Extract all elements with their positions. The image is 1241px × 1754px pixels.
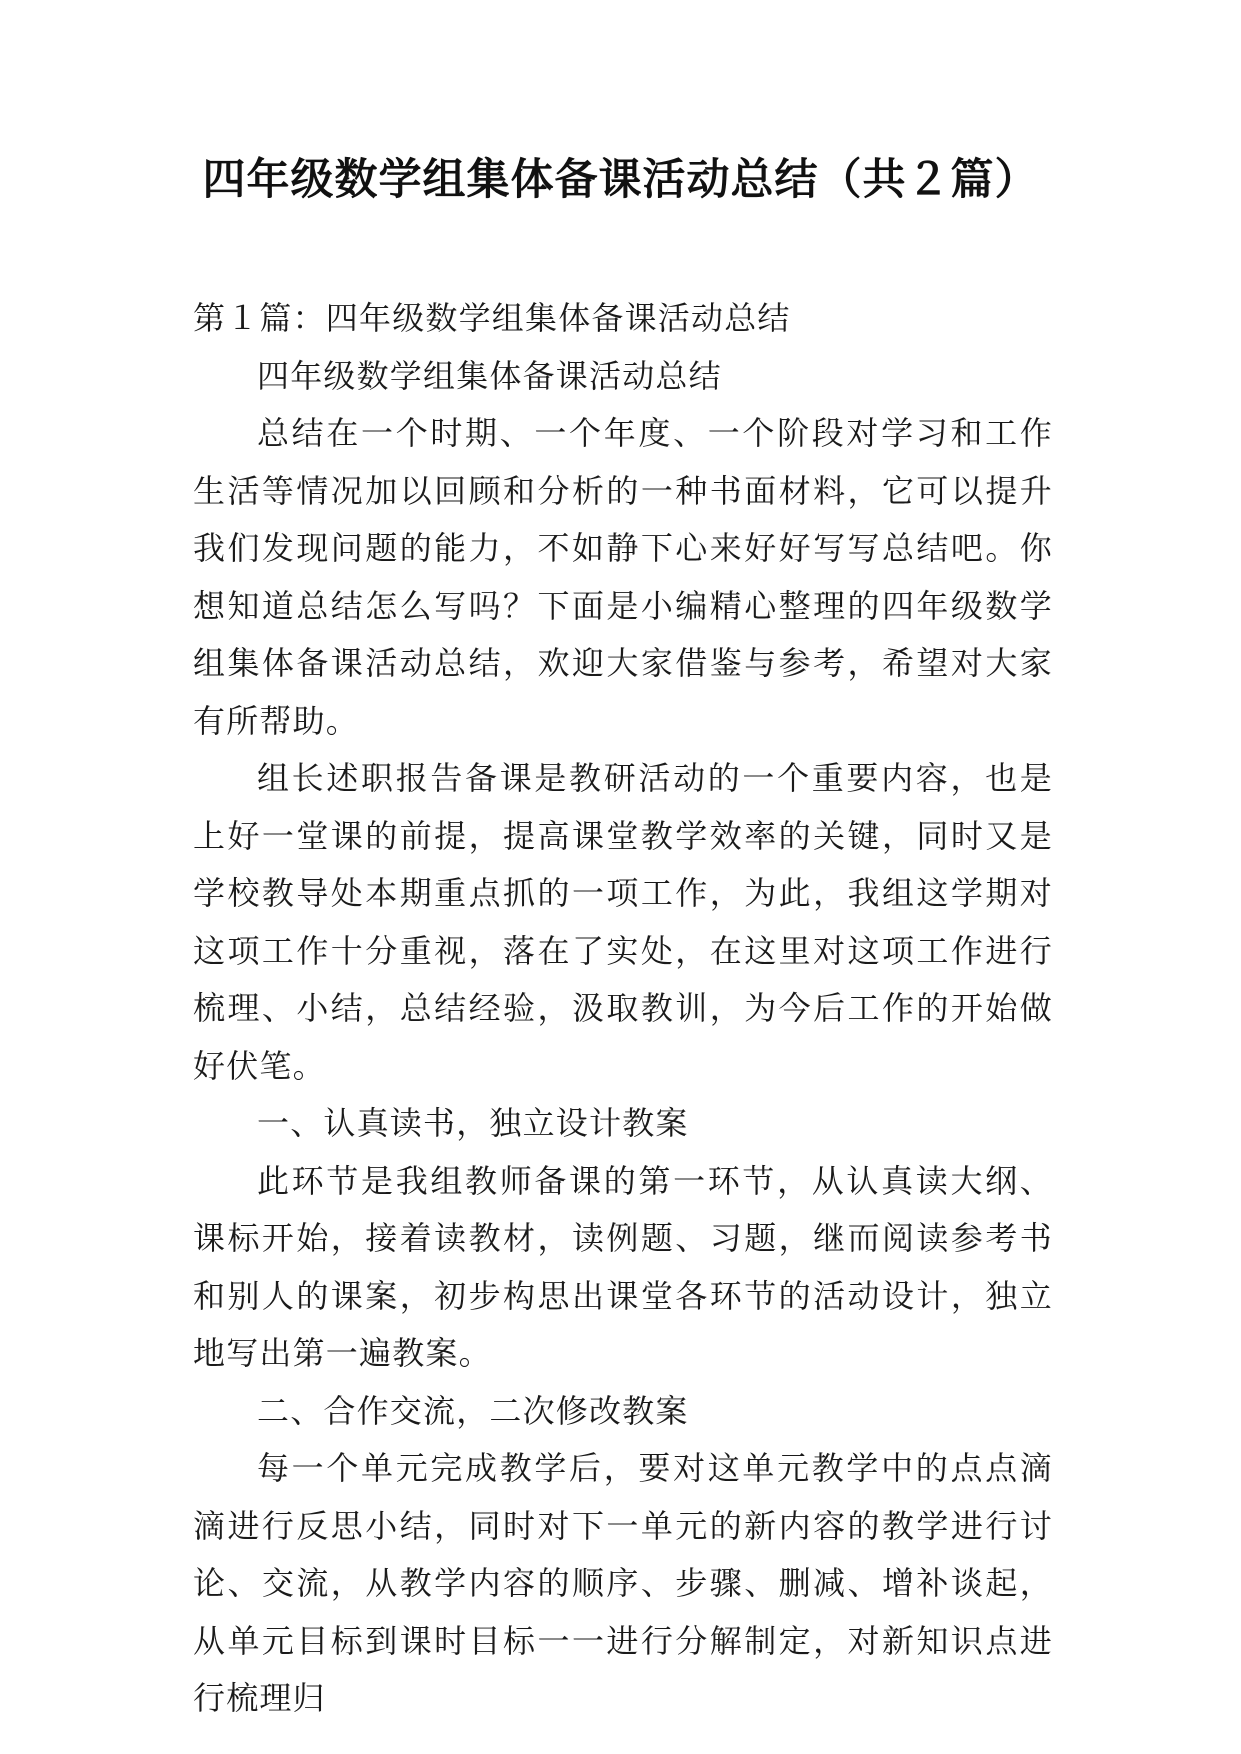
- subsection-heading: 一、认真读书，独立设计教案: [257, 1104, 689, 1142]
- document-title: 四年级数学组集体备课活动总结（共２篇）: [202, 155, 1039, 205]
- document-body: [193, 290, 1053, 1728]
- article-subtitle: 四年级数学组集体备课活动总结: [257, 356, 722, 395]
- body-paragraph: 组长述职报告备课是教研活动的一个重要内容，也是上好一堂课的前提，提高课堂教学效率的关键，同时又是学校教导处本期重点抓的一项工作，为此，我组这学期对这项工作十分重视，落在了实处，在这里对这项工作进行梳理、小结，总结经验，汲取教训，为今后工作的开始做好伏笔。: [193, 759, 1053, 1085]
- section-heading: 第１篇：四年级数学组集体备课活动总结: [193, 299, 791, 337]
- body-paragraph: 此环节是我组教师备课的第一环节，从认真读大纲、课标开始，接着读教材，读例题、习题，继而阅读参考书和别人的课案，初步构思出课堂各环节的活动设计，独立地写出第一遍教案。: [193, 1161, 1053, 1372]
- body-paragraph: 总结在一个时期、一个年度、一个阶段对学习和工作生活等情况加以回顾和分析的一种书面材料，它可以提升我们发现问题的能力，不如静下心来好好写写总结吧。你想知道总结怎么写吗？下面是小编精心整理的四年级数学组集体备课活动总结，欢迎大家借鉴与参考，希望对大家有所帮助。: [193, 414, 1053, 740]
- body-paragraph: 每一个单元完成教学后，要对这单元教学中的点点滴滴进行反思小结，同时对下一单元的新内容的教学进行讨论、交流，从教学内容的顺序、步骤、删减、增补谈起，从单元目标到课时目标一一进行分解制定，对新知识点进行梳理归: [193, 1449, 1053, 1717]
- subsection-heading: 二、合作交流，二次修改教案: [257, 1391, 689, 1430]
